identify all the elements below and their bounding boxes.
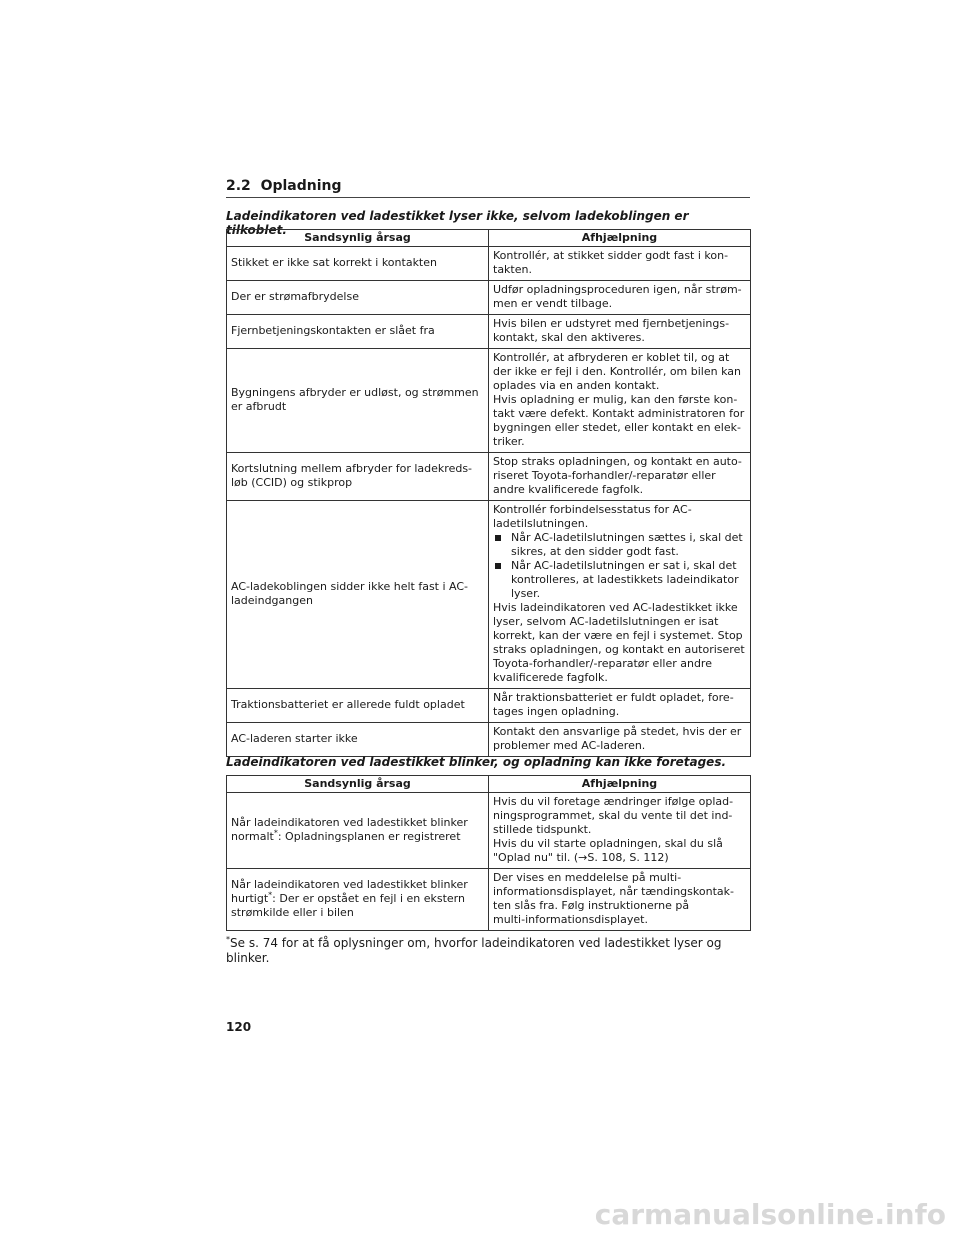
remedy-line: korrekt, kan der være en fejl i systemet. Stop (493, 629, 743, 642)
footnote-marker: * (226, 935, 230, 944)
table-row (227, 281, 751, 315)
remedy-line: riseret Toyota-forhandler/-reparatør eller (493, 469, 716, 482)
remedy-line: ten slås fra. Følg instruktionerne på (493, 899, 690, 912)
cause-line (231, 830, 484, 844)
table-row (227, 869, 751, 931)
table2-header-row (227, 776, 751, 793)
remedy-line: der ikke er fejl i den. Kontrollér, om bilen kan (493, 365, 741, 378)
cause-line: Når ladeindikatoren ved ladestikket blinker (231, 878, 468, 891)
cause-cell: Traktionsbatteriet er allerede fuldt opladet (227, 689, 489, 723)
remedy-cell (489, 793, 751, 869)
remedy-line: kontakt, skal den aktiveres. (493, 331, 645, 344)
section-number: 2.2 (226, 178, 251, 194)
table1-header-remedy: Afhjælpning (489, 230, 751, 247)
cause-text: hurtigt (231, 892, 269, 905)
cause-cell: Fjernbetjeningskontakten er slået fra (227, 315, 489, 349)
table2 (226, 775, 751, 931)
remedy-line: Kontrollér forbindelsesstatus for AC- (493, 503, 692, 516)
remedy-line: Hvis bilen er udstyret med fjernbetjenings- (493, 317, 730, 330)
remedy-line: Kontakt den ansvarlige på stedet, hvis der er (493, 725, 742, 738)
remedy-line: Udfør opladningsproceduren igen, når strøm- (493, 283, 742, 296)
remedy-line: "Oplad nu" til. (→S. 108, S. 112) (493, 851, 669, 864)
footnote-marker: * (273, 828, 278, 838)
remedy-line: Hvis du vil foretage ændringer ifølge oplad- (493, 795, 734, 808)
remedy-line: Hvis opladning er mulig, kan den første kon- (493, 393, 738, 406)
cause-text: normalt (231, 830, 274, 843)
cause-cell (227, 793, 489, 869)
footnote-marker: * (268, 890, 273, 900)
remedy-line: lyser, selvom AC-ladetilslutningen er isat (493, 615, 719, 628)
remedy-line: multi-informationsdisplayet. (493, 913, 648, 926)
remedy-line: informationsdisplayet, når tændingskontak- (493, 885, 734, 898)
cause-cell: Der er strømafbrydelse (227, 281, 489, 315)
bullet-item (493, 559, 746, 601)
table1-header-cause: Sandsynlig årsag (227, 230, 489, 247)
cause-line (231, 892, 484, 906)
table2-header-cause: Sandsynlig årsag (227, 776, 489, 793)
remedy-line: Stop straks opladningen, og kontakt en auto- (493, 455, 742, 468)
table-row (227, 501, 751, 689)
bullet-square-icon (495, 563, 501, 569)
cause-cell: Stikket er ikke sat korrekt i kontakten (227, 247, 489, 281)
footnote (226, 936, 756, 966)
table-row (227, 689, 751, 723)
remedy-cell (489, 247, 751, 281)
cause-line: Når ladeindikatoren ved ladestikket blinker (231, 816, 468, 829)
cause-cell: Kortslutning mellem afbryder for ladekreds-løb (CCID) og stikprop (227, 453, 489, 501)
table-row (227, 315, 751, 349)
table-row (227, 453, 751, 501)
bullet-item (493, 531, 746, 559)
remedy-line: takt være defekt. Kontakt administratoren for (493, 407, 745, 420)
remedy-line: bygningen eller stedet, eller kontakt en elek- (493, 421, 741, 434)
remedy-cell (489, 349, 751, 453)
table1-title: Ladeindikatoren ved ladestikket lyser ikke, selvom ladekoblingen er tilkoblet. (226, 209, 689, 237)
remedy-line: Toyota-forhandler/-reparatør eller andre (493, 657, 712, 670)
cause-line: strømkilde eller i bilen (231, 906, 354, 919)
remedy-line: Når traktionsbatteriet er fuldt opladet, fore- (493, 691, 734, 704)
page-number: 120 (226, 1020, 252, 1034)
remedy-line: ningsprogrammet, skal du vente til det ind- (493, 809, 733, 822)
remedy-line: Kontrollér, at afbryderen er koblet til, og at (493, 351, 730, 364)
table2-header-remedy: Afhjælpning (489, 776, 751, 793)
remedy-cell (489, 453, 751, 501)
remedy-line: Hvis du vil starte opladningen, skal du slå (493, 837, 723, 850)
remedy-line: oplades via en anden kontakt. (493, 379, 660, 392)
section-title: Opladning (260, 178, 342, 194)
bullet-line: Når AC-ladetilslutningen er sat i, skal det (511, 559, 737, 572)
remedy-line: takten. (493, 263, 532, 276)
table-row (227, 793, 751, 869)
section-heading (226, 178, 750, 198)
remedy-cell (489, 723, 751, 757)
cause-text: : Opladningsplanen er registreret (277, 830, 461, 843)
remedy-line: tages ingen opladning. (493, 705, 620, 718)
remedy-line: problemer med AC-laderen. (493, 739, 646, 752)
bullet-line: sikres, at den sidder godt fast. (511, 545, 679, 558)
cause-cell: AC-laderen starter ikke (227, 723, 489, 757)
watermark: carmanualsonline.info (594, 1198, 946, 1231)
remedy-line: men er vendt tilbage. (493, 297, 613, 310)
cause-text: : Der er opstået en fejl i en ekstern (272, 892, 465, 905)
remedy-line: straks opladningen, og kontakt en autoriseret (493, 643, 745, 656)
cause-cell: Bygningens afbryder er udløst, og strømmen er afbrudt (227, 349, 489, 453)
footnote-text: Se s. 74 for at få oplysninger om, hvorfor ladeindikatoren ved ladestikket lyser og blinker. (226, 936, 722, 965)
remedy-line: Kontrollér, at stikket sidder godt fast i kon- (493, 249, 729, 262)
remedy-cell (489, 501, 751, 689)
remedy-line: Hvis ladeindikatoren ved AC-ladestikket ikke (493, 601, 738, 614)
remedy-cell (489, 869, 751, 931)
cause-cell (227, 869, 489, 931)
bullet-line: Når AC-ladetilslutningen sættes i, skal det (511, 531, 743, 544)
remedy-cell (489, 315, 751, 349)
remedy-cell (489, 281, 751, 315)
table2-title: Ladeindikatoren ved ladestikket blinker, og opladning kan ikke foretages. (226, 755, 727, 769)
table-row (227, 247, 751, 281)
table1-header-row (227, 230, 751, 247)
table-row (227, 723, 751, 757)
bullet-square-icon (495, 535, 501, 541)
remedy-line: Der vises en meddelelse på multi- (493, 871, 682, 884)
table-row (227, 349, 751, 453)
remedy-cell (489, 689, 751, 723)
bullet-line: lyser. (511, 587, 541, 600)
remedy-line: ladetilslutningen. (493, 517, 589, 530)
bullet-line: kontrolleres, at ladestikkets ladeindikator (511, 573, 739, 586)
cause-cell: AC-ladekoblingen sidder ikke helt fast i AC-ladeindgangen (227, 501, 489, 689)
remedy-line: stillede tidspunkt. (493, 823, 592, 836)
remedy-line: andre kvalificerede fagfolk. (493, 483, 644, 496)
remedy-line: kvalificerede fagfolk. (493, 671, 608, 684)
table1 (226, 229, 751, 757)
remedy-line: triker. (493, 435, 525, 448)
